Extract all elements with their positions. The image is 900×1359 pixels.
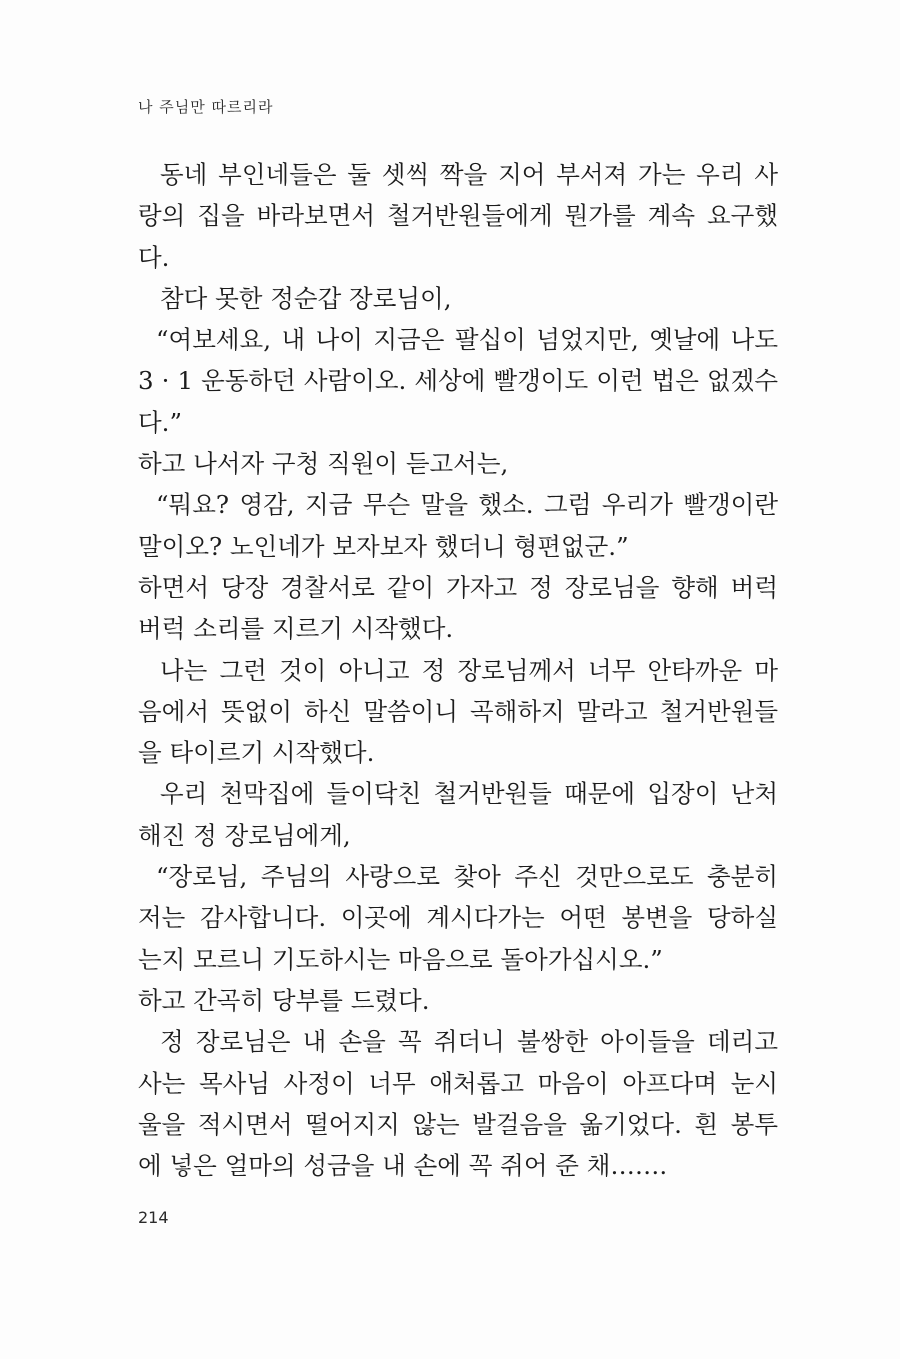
text-line: 버럭 소리를 지르기 시작했다. xyxy=(138,614,454,644)
page-number: 214 xyxy=(138,1208,169,1227)
text-line: 다.” xyxy=(138,407,182,437)
text-line: 다. xyxy=(138,242,170,272)
text-line: 참다 못한 정순갑 장로님이, xyxy=(160,283,452,313)
text-line: 에 넣은 얼마의 성금을 내 손에 꼭 쥐어 준 채……. xyxy=(138,1151,668,1181)
text-line: “여보세요, 내 나이 지금은 팔십이 넘었지만, 옛날에 나도 xyxy=(156,325,778,355)
text-line: 말이오? 노인네가 보자보자 했더니 형편없군.” xyxy=(138,531,629,561)
text-line: 을 타이르기 시작했다. xyxy=(138,738,375,768)
text-line: 해진 정 장로님에게, xyxy=(138,820,351,850)
text-line: 울을 적시면서 떨어지지 않는 발걸음을 옮기었다. 흰 봉투 xyxy=(138,1109,778,1139)
text-line: 하면서 당장 경찰서로 같이 가자고 정 장로님을 향해 버럭 xyxy=(138,572,778,602)
text-line: 동네 부인네들은 둘 셋씩 짝을 지어 부서져 가는 우리 사 xyxy=(160,160,778,189)
text-line: 정 장로님은 내 손을 꼭 쥐더니 불쌍한 아이들을 데리고 xyxy=(160,1027,778,1057)
text-line: 나는 그런 것이 아니고 정 장로님께서 너무 안타까운 마 xyxy=(160,655,778,685)
text-line: 저는 감사합니다. 이곳에 계시다가는 어떤 봉변을 당하실 xyxy=(138,903,778,933)
running-header: 나 주님만 따르리라 xyxy=(138,98,274,116)
text-line: 는지 모르니 기도하시는 마음으로 돌아가십시오.” xyxy=(138,944,663,974)
text-line: “뭐요? 영감, 지금 무슨 말을 했소. 그럼 우리가 빨갱이란 xyxy=(156,490,778,520)
text-line: 3 · 1 운동하던 사람이오. 세상에 빨갱이도 이런 법은 없겠수 xyxy=(138,366,778,396)
text-line: 우리 천막집에 들이닥친 철거반원들 때문에 입장이 난처 xyxy=(160,779,778,809)
text-line: 사는 목사님 사정이 너무 애처롭고 마음이 아프다며 눈시 xyxy=(138,1068,778,1098)
text-line: 하고 나서자 구청 직원이 듣고서는, xyxy=(138,449,509,479)
text-line: 랑의 집을 바라보면서 철거반원들에게 뭔가를 계속 요구했 xyxy=(138,201,778,231)
body-text xyxy=(138,154,778,1186)
text-line: 음에서 뜻없이 하신 말씀이니 곡해하지 말라고 철거반원들 xyxy=(138,696,778,726)
text-line: 하고 간곡히 당부를 드렸다. xyxy=(138,985,430,1015)
text-line: “장로님, 주님의 사랑으로 찾아 주신 것만으로도 충분히 xyxy=(156,862,778,892)
